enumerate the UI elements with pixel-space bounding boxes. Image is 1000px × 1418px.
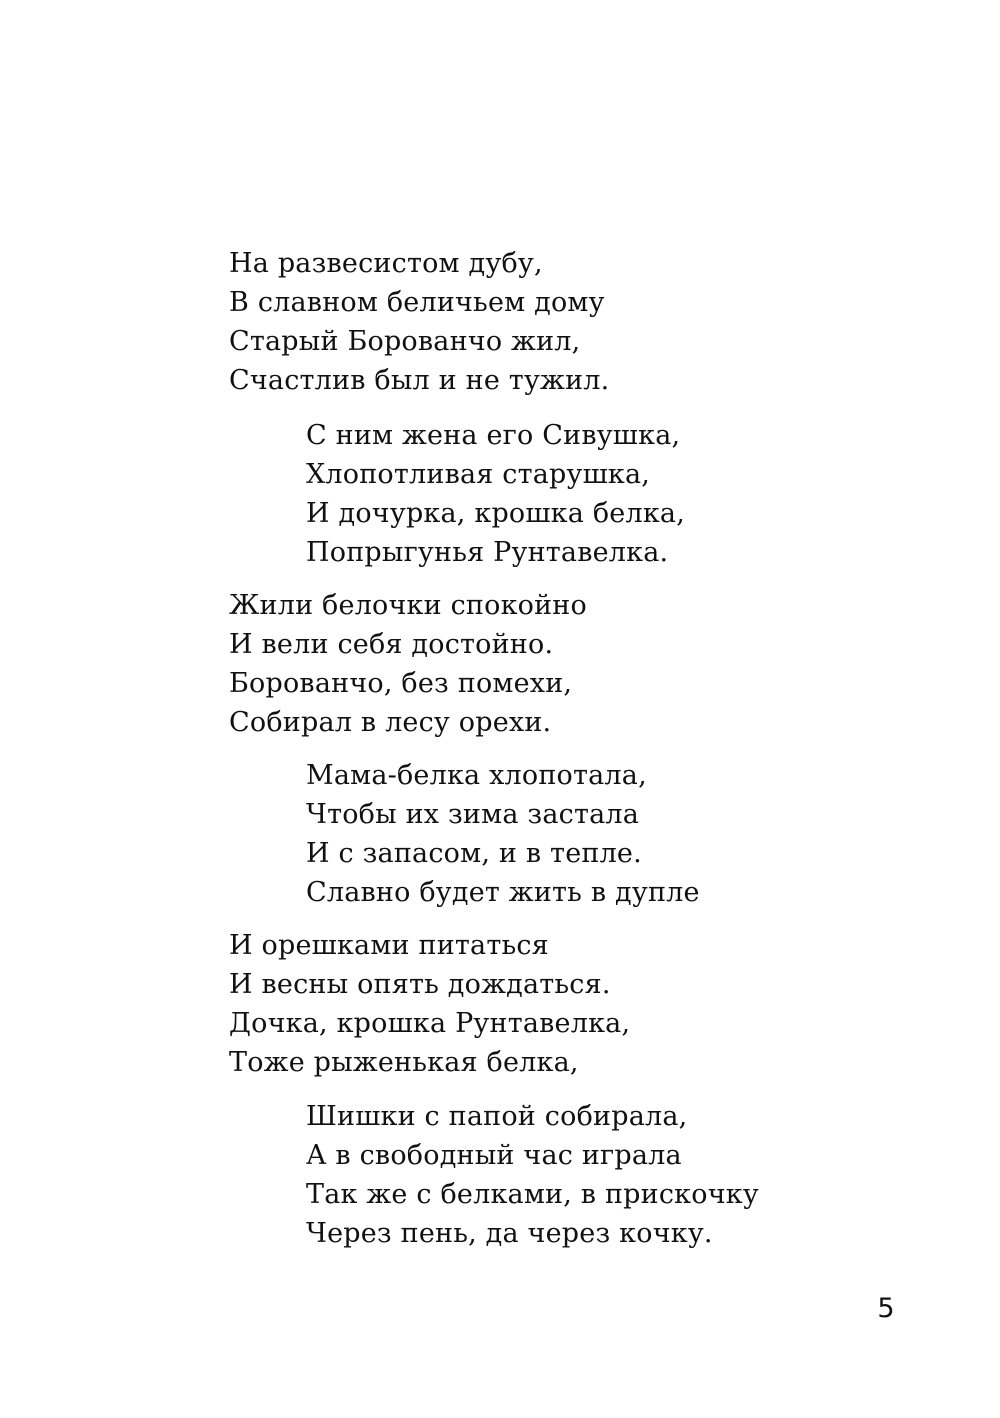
- poem-line: Старый Борованчо жил,: [229, 326, 581, 357]
- poem-line: И весны опять дождаться.: [229, 969, 611, 1000]
- poem-line: Мама-белка хлопотала,: [306, 760, 647, 791]
- poem-line: Собирал в лесу орехи.: [229, 707, 552, 738]
- poem-line: Шишки с папой собирала,: [306, 1101, 688, 1132]
- stanza-4: [306, 756, 946, 912]
- page-number: 5: [877, 1293, 895, 1324]
- poem-line: И орешками питаться: [229, 930, 549, 961]
- poem-line: И с запасом, и в тепле.: [306, 838, 642, 869]
- poem-line: Хлопотливая старушка,: [306, 459, 651, 490]
- stanza-5: [229, 926, 869, 1082]
- stanza-1: [229, 244, 869, 400]
- poem-line: Дочка, крошка Рунтавелка,: [229, 1008, 631, 1039]
- poem-line: Счастлив был и не тужил.: [229, 365, 610, 396]
- poem-line: И вели себя достойно.: [229, 629, 554, 660]
- stanza-6: [306, 1097, 946, 1253]
- poem-line: А в свободный час играла: [306, 1140, 682, 1171]
- poem-line: Попрыгунья Рунтавелка.: [306, 537, 669, 568]
- poem-line: Жили белочки спокойно: [229, 590, 587, 621]
- poem-line: И дочурка, крошка белка,: [306, 498, 685, 529]
- poem-line: В славном беличьем дому: [229, 287, 605, 318]
- poem-line: Через пень, да через кочку.: [306, 1218, 713, 1249]
- poem-line: С ним жена его Сивушка,: [306, 420, 681, 451]
- poem-line: Чтобы их зима застала: [306, 799, 640, 830]
- poem-line: Так же с белками, в прискочку: [306, 1179, 759, 1210]
- poem-line: Борованчо, без помехи,: [229, 668, 573, 699]
- poem-line: На развесистом дубу,: [229, 248, 543, 279]
- poem-line: Славно будет жить в дупле: [306, 877, 700, 908]
- poem-line: Тоже рыженькая белка,: [229, 1047, 579, 1078]
- stanza-2: [306, 416, 946, 572]
- stanza-3: [229, 586, 869, 742]
